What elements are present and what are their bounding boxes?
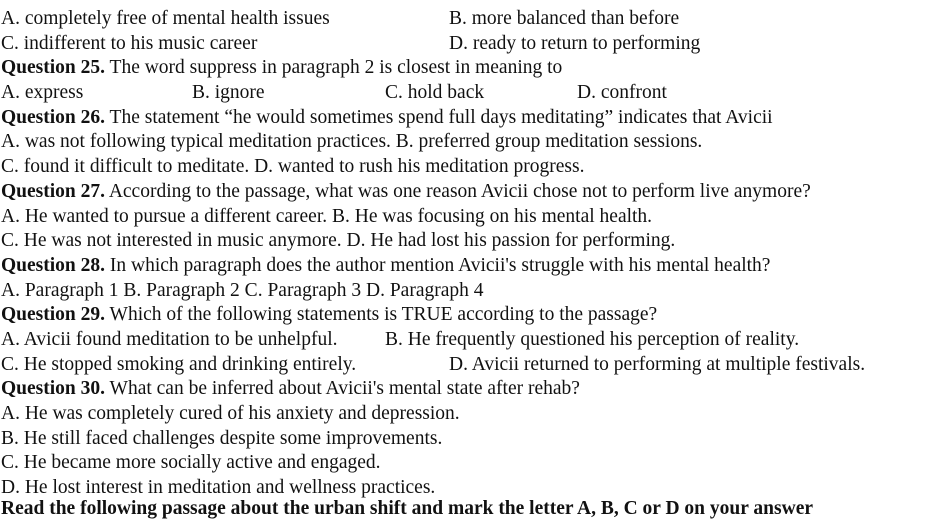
q29-option-c: C. He stopped smoking and drinking entirely.: [1, 353, 357, 375]
q26-text: The statement “he would sometimes spend full days meditating” indicates that Avicii: [105, 106, 773, 128]
q25-option-b: B. ignore: [192, 82, 265, 104]
q24-options-row-1: [1, 7, 930, 32]
q28-text: In which paragraph does the author mention Avicii's struggle with his mental health?: [105, 254, 771, 276]
q25-stem: [1, 56, 930, 81]
question-document: [1, 7, 930, 501]
q29-option-a: A. Avicii found meditation to be unhelpful.: [1, 328, 338, 350]
q26-options-line-2: C. found it difficult to meditate. D. wanted to rush his meditation progress.: [1, 156, 585, 178]
q24-options-row-2: [1, 32, 930, 57]
q29-option-b: B. He frequently questioned his perception of reality.: [385, 328, 800, 350]
q26-options-line-1: A. was not following typical meditation practices. B. preferred group meditation sessions.: [1, 131, 703, 153]
q27-text: According to the passage, what was one reason Avicii chose not to perform live anymore?: [105, 180, 811, 202]
q30-option-d: D. He lost interest in meditation and wellness practices.: [1, 477, 436, 499]
q27-options-line-2: C. He was not interested in music anymore. D. He had lost his passion for performing.: [1, 230, 676, 252]
q26-label: Question 26.: [1, 106, 106, 128]
q28-label: Question 28.: [1, 254, 106, 276]
q26-stem: [1, 106, 930, 131]
q30-label: Question 30.: [1, 378, 106, 400]
q29-text: Which of the following statements is TRUE according to the passage?: [105, 304, 658, 326]
q29-option-d: D. Avicii returned to performing at multiple festivals.: [449, 353, 866, 375]
q27-stem: [1, 180, 930, 205]
q25-option-a: A. express: [1, 82, 84, 104]
q27-label: Question 27.: [1, 180, 106, 202]
q25-options-row: [1, 81, 930, 106]
q29-options-row-2: [1, 353, 930, 378]
q29-label: Question 29.: [1, 304, 106, 326]
q27-options-line-1: A. He wanted to pursue a different career. B. He was focusing on his mental health.: [1, 205, 653, 227]
q30-option-b: B. He still faced challenges despite some improvements.: [1, 427, 443, 449]
next-passage-heading: Read the following passage about the urban shift and mark the letter A, B, C or D on your answer: [1, 498, 814, 519]
q30-stem: [1, 377, 930, 402]
q30-option-a: A. He was completely cured of his anxiety and depression.: [1, 403, 460, 424]
q30-option-c: C. He became more socially active and engaged.: [1, 452, 381, 474]
q25-option-d: D. confront: [577, 82, 667, 104]
q29-options-row-1: [1, 328, 930, 353]
q24-option-a: A. completely free of mental health issues: [1, 8, 330, 29]
q25-option-c: C. hold back: [385, 82, 485, 104]
q30-text: What can be inferred about Avicii's mental state after rehab?: [105, 378, 580, 400]
q25-label: Question 25.: [1, 57, 106, 79]
q28-stem: [1, 254, 930, 279]
q28-options-line-1: A. Paragraph 1 B. Paragraph 2 C. Paragraph 3 D. Paragraph 4: [1, 279, 484, 301]
q29-stem: [1, 303, 930, 328]
q24-option-c: C. indifferent to his music career: [1, 32, 258, 54]
q24-option-d: D. ready to return to performing: [449, 32, 701, 54]
q25-text: The word suppress in paragraph 2 is closest in meaning to: [105, 57, 563, 79]
q24-option-b: B. more balanced than before: [449, 8, 680, 29]
